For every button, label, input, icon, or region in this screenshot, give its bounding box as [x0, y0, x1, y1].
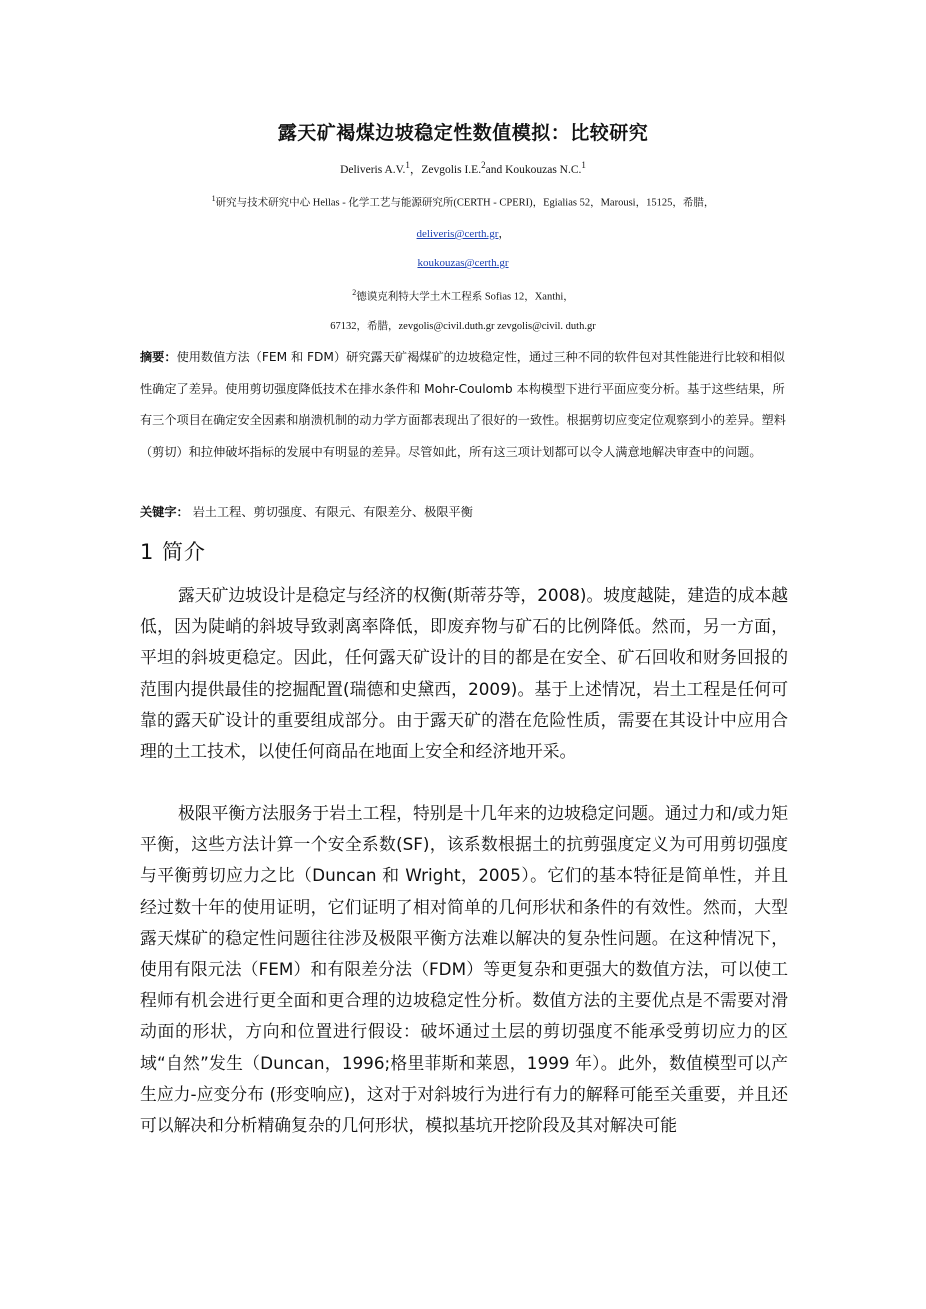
- author-line: [0, 160, 926, 177]
- body-paragraph-2: [140, 798, 788, 1141]
- affiliation-1-text: 研究与技术研究中心 Hellas - 化学工艺与能源研究所(CERTH - CPERI)，Egialias 52，Marousi，15125，希腊，: [215, 197, 715, 209]
- email-link-2[interactable]: koukouzas@certh.gr: [417, 257, 509, 269]
- section-heading: 1 简介: [140, 540, 207, 564]
- author-3: and Koukouzas N.C.: [485, 163, 582, 176]
- abstract-label: 摘要：: [140, 350, 177, 364]
- paper-title: 露天矿褐煤边坡稳定性数值模拟：比较研究: [277, 122, 649, 144]
- affiliation-2-line2: 67132，希腊，zevgolis@civil.duth.gr zevgolis@civil. duth.gr: [330, 321, 596, 332]
- author-1: Deliveris A.V.: [340, 163, 406, 176]
- keywords: [140, 498, 790, 526]
- author-2-sup: 2: [481, 160, 486, 170]
- email-link-1[interactable]: deliveris@certh.gr: [416, 228, 499, 240]
- email-line-1: [0, 225, 926, 241]
- author-2: ，Zevgolis I.E.: [409, 163, 482, 176]
- author-3-sup: 1: [581, 160, 586, 170]
- affiliation-2-line1: 德谟克利特大学土木工程系 Sofias 12，Xanthi，: [356, 291, 574, 303]
- email-1-suffix: ，: [498, 228, 510, 240]
- keywords-text: 岩土工程、剪切强度、有限元、有限差分、极限平衡: [188, 505, 473, 519]
- abstract-text: 使用数值方法（FEM 和 FDM）研究露天矿褐煤矿的边坡稳定性，通过三种不同的软件包对其性能进行比较和相似性确定了差异。使用剪切强度降低技术在排水条件和 Mohr-Coulomb 本构模型下进行平面应变分析。基于这些结果，所有三个项目在确定安全因素和崩溃机制的动力学方面都表现出了很好的一致性。根据剪切应变定位观察到小的差异。塑料（剪切）和拉伸破坏指标的发展中有明显的差异。尽管如此，所有这三项计划都可以令人满意地解决审查中的问题。: [140, 350, 786, 459]
- paragraph-2-text: 极限平衡方法服务于岩土工程，特别是十几年来的边坡稳定问题。通过力和/或力矩平衡，这些方法计算一个安全系数(SF)，该系数根据土的抗剪强度定义为可用剪切强度与平衡剪切应力之比（Duncan 和 Wright，2005）。它们的基本特征是简单性，并且经过数十年的使用证明，它们证明了相对简单的几何形状和条件的有效性。然而，大型露天煤矿的稳定性问题往往涉及极限平衡方法难以解决的复杂性问题。在这种情况下，使用有限元法（FEM）和有限差分法（FDM）等更复杂和更强大的数值方法，可以使工程师有机会进行更全面和更合理的边坡稳定性分析。数值方法的主要优点是不需要对滑动面的形状，方向和位置进行假设：破坏通过土层的剪切强度不能承受剪切应力的区域“自然”发生（Duncan，1996;格里菲斯和莱恩，1999 年）。此外，数值模型可以产生应力-应变分布 (形变响应)，这对于对斜坡行为进行有力的解释可能至关重要，并且还可以解决和分析精确复杂的几何形状，模拟基坑开挖阶段及其对解决可能: [140, 803, 788, 1136]
- body-paragraph-1: [140, 580, 788, 767]
- paragraph-1-text: 露天矿边坡设计是稳定与经济的权衡(斯蒂芬等，2008)。坡度越陡，建造的成本越低，因为陡峭的斜坡导致剥离率降低，即废弃物与矿石的比例降低。然而，另一方面，平坦的斜坡更稳定。因此，任何露天矿设计的目的都是在安全、矿石回收和财务回报的范围内提供最佳的挖掘配置(瑞德和史黛西，2009)。基于上述情况，岩土工程是任何可靠的露天矿设计的重要组成部分。由于露天矿的潜在危险性质，需要在其设计中应用合理的土工技术，以使任何商品在地面上安全和经济地开采。: [140, 585, 788, 762]
- author-1-sup: 1: [405, 160, 410, 170]
- affiliation-1: [0, 194, 926, 210]
- keywords-label: 关键字：: [140, 505, 189, 519]
- affiliation-2: [0, 288, 926, 304]
- email-line-2: [0, 257, 926, 269]
- abstract: [140, 342, 790, 468]
- affiliation-2-sup: 2: [352, 288, 357, 297]
- affiliation-1-sup: 1: [211, 194, 216, 203]
- affiliation-2-cont: [0, 318, 926, 333]
